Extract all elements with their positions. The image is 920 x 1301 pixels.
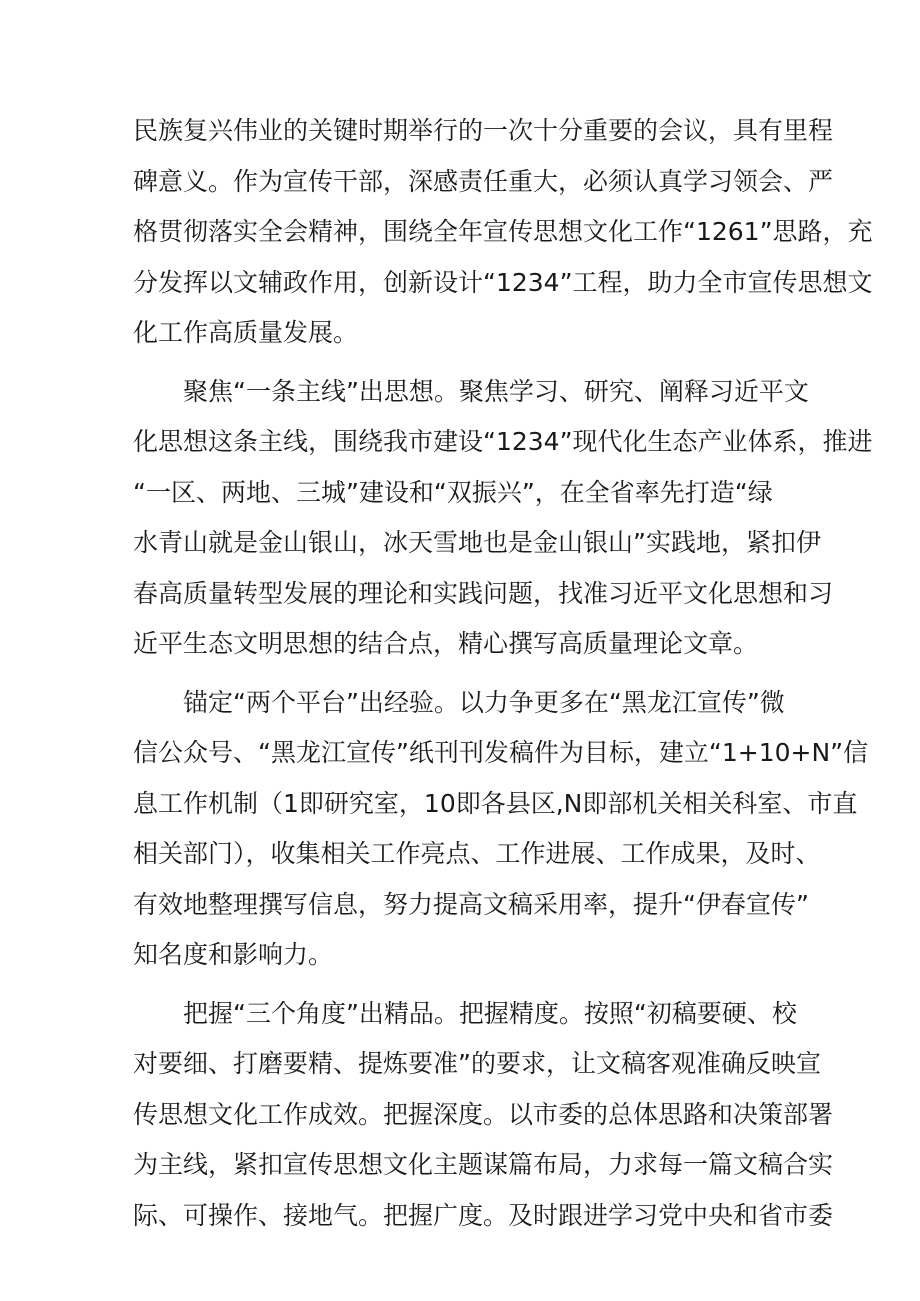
paragraph-3 — [133, 678, 869, 981]
text-line: 化思想这条主线，围绕我市建设“1234”现代化生态产业体系，推进 — [133, 427, 873, 456]
paragraph-4 — [133, 989, 834, 1242]
text-line: “一区、两地、三城”建设和“双振兴”，在全省率先打造“绿 — [133, 477, 773, 507]
text-line: 知名度和影响力。 — [133, 940, 334, 969]
text-line: 聚焦“一条主线”出思想。聚焦学习、研究、阐释习近平文 — [133, 376, 809, 406]
text-line: 分发挥以文辅政作用，创新设计“1234”工程，助力全市宣传思想文 — [133, 267, 873, 297]
text-line: 对要细、打磨要精、提炼要准”的要求，让文稿客观准确反映宣 — [133, 1049, 821, 1078]
text-line: 锚定“两个平台”出经验。以力争更多在“黑龙江宣传”微 — [133, 687, 785, 717]
text-line: 息工作机制（1即研究室，10即各县区,N即部机关相关科室、市直 — [133, 788, 858, 818]
text-line: 际、可操作、接地气。把握广度。及时跟进学习党中央和省市委 — [133, 1200, 834, 1230]
text-line: 信公众号、“黑龙江宣传”纸刊刊发稿件为目标，建立“1+10+N”信 — [133, 738, 869, 767]
text-line: 相关部门），收集相关工作亮点、工作进展、工作成果，及时、 — [133, 839, 821, 868]
text-line: 水青山就是金山银山，冰天雪地也是金山银山”实践地，紧扣伊 — [133, 528, 821, 557]
paragraph-2 — [133, 367, 873, 670]
document-body — [133, 106, 873, 1241]
text-line: 有效地整理撰写信息，努力提高文稿采用率，提升“伊春宣传” — [133, 889, 809, 919]
text-line: 传思想文化工作成效。把握深度。以市委的总体思路和决策部署 — [133, 1099, 834, 1129]
text-line: 化工作高质量发展。 — [133, 318, 359, 347]
text-line: 春高质量转型发展的理论和实践问题，找准习近平文化思想和习 — [133, 578, 834, 608]
text-line: 近平生态文明思想的结合点，精心撰写高质量理论文章。 — [133, 629, 759, 658]
paragraph-spacer — [133, 670, 797, 678]
paragraph-spacer — [133, 359, 797, 367]
text-line: 碑意义。作为宣传干部，深感责任重大，必须认真学习领会、严 — [133, 166, 834, 196]
text-line: 格贯彻落实全会精神，围绕全年宣传思想文化工作“1261”思路，充 — [133, 217, 873, 246]
text-line: 为主线，紧扣宣传思想文化主题谋篇布局，力求每一篇文稿合实 — [133, 1150, 834, 1179]
text-line: 把握“三个角度”出精品。把握精度。按照“初稿要硬、校 — [133, 998, 797, 1028]
paragraph-spacer — [133, 981, 797, 989]
text-line: 民族复兴伟业的关键时期举行的一次十分重要的会议，具有里程 — [133, 116, 834, 145]
paragraph-1 — [133, 106, 873, 359]
